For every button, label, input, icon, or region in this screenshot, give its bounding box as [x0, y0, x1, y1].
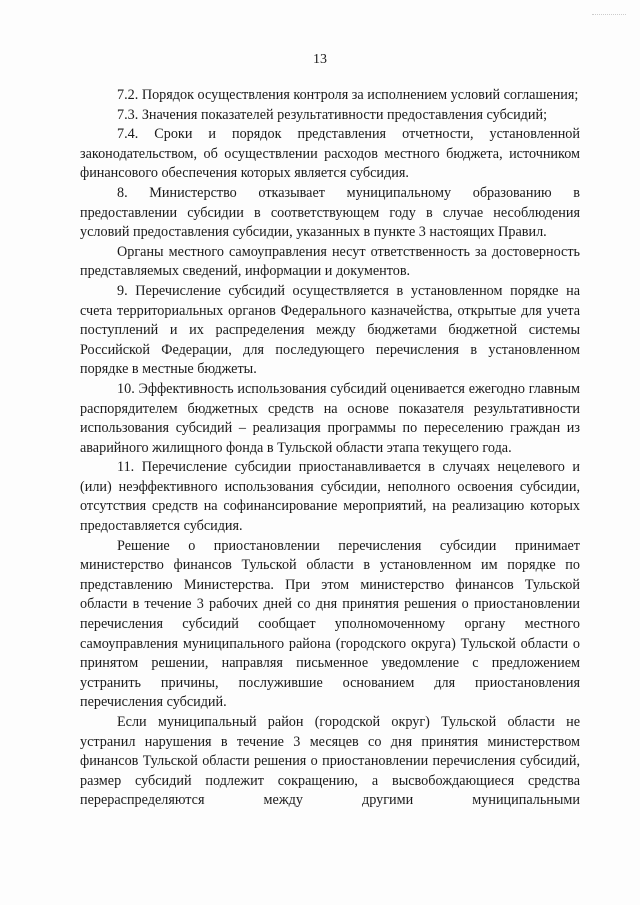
paragraph-8-responsibility: Органы местного самоуправления несут ответственность за достоверность представляемых сведений, информации и документов.	[80, 243, 580, 280]
scan-artifact	[592, 14, 626, 21]
paragraph-7-2: 7.2. Порядок осуществления контроля за исполнением условий соглашения;	[117, 87, 579, 103]
paragraph-11: 11. Перечисление субсидии приостанавливается в случаях нецелевого и (или) неэффективного использования субсидии, неполного освоения субсидии, отсутствия средств на софинансирование мероприятий, на реализацию которых предоставляется субсидия.	[80, 459, 580, 535]
paragraph-8: 8. Министерство отказывает муниципальному образованию в предоставлении субсидии в соответствующем году в случае несоблюдения условий предоставления субсидии, указанных в пункте 3 настоящих Правил.	[80, 184, 580, 241]
paragraph-7-4: 7.4. Сроки и порядок представления отчетности, установленной законодательством, об осуществлении расходов местного бюджета, источником финансового обеспечения которых является субсидия.	[80, 126, 580, 182]
paragraph-7-3: 7.3. Значения показателей результативности предоставления субсидий;	[117, 106, 548, 123]
paragraph-11-decision: Решение о приостановлении перечисления субсидии принимает министерство финансов Тульской области в установленном им порядке по представлению Министерства. При этом министерство финансов Тульской области в течение 3 рабочих дней со дня принятия решения о приостановлении перечисления субсидий сообщает уполномоченному органу местного самоуправления муниципального района (городского округа) Тульской области о принятом решении, направляя письменное уведомление с предложением устранить причины, послужившие основанием для приостановления перечисления субсидий.	[80, 537, 580, 711]
paragraph-9: 9. Перечисление субсидий осуществляется в установленном порядке на счета территориальных органов Федерального казначейства, открытые для учета поступлений и их распределения между бюджетами бюджетной системы Российской Федерации, для последующего перечисления в установленном порядке в местные бюджеты.	[80, 282, 580, 378]
paragraph-10: 10. Эффективность использования субсидий оценивается ежегодно главным распорядителем бюджетных средств на основе показателя результативности использования субсидий – реализация программы по переселению граждан из аварийного жилищного фонда в Тульской области этапа текущего года.	[80, 380, 580, 456]
document-body	[80, 86, 580, 811]
paragraph-11-reallocation: Если муниципальный район (городской округ) Тульской области не устранил нарушения в течение 3 месяцев со дня принятия министерством финансов Тульской области решения о приостановлении перечисления субсидий, размер субсидий подлежит сокращению, а высвобождающиеся средства перераспределяются между другими муниципальными	[80, 714, 580, 809]
page-number: 13	[313, 52, 327, 67]
